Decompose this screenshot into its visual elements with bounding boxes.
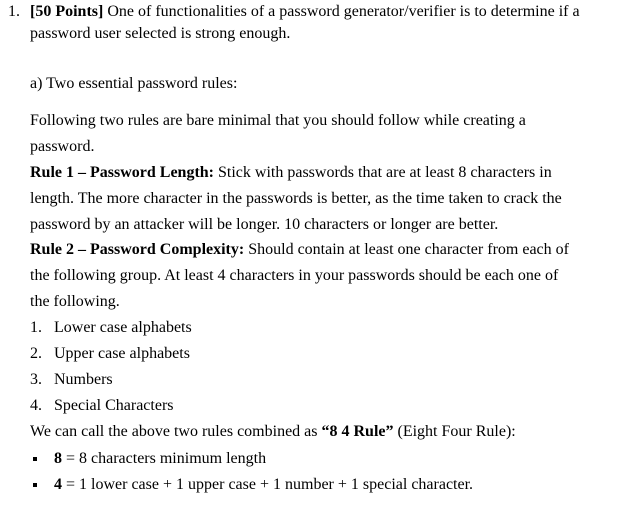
bullet-1-text: = 8 characters minimum length [62, 450, 267, 467]
rule1-label: Rule 1 – Password Length: [30, 164, 215, 181]
rule1-line-2: length. The more character in the passwords is better, as the time taken to crack the [30, 190, 562, 207]
part-a-heading: a) Two essential password rules: [30, 75, 238, 92]
list-item-3-number: 3. [30, 371, 42, 388]
list-item-2: Upper case alphabets [54, 345, 190, 362]
bullet-2 [54, 475, 473, 495]
rule1-line-3: password by an attacker will be longer. 10 characters or longer are better. [30, 216, 499, 233]
question-line-2: password user selected is strong enough. [30, 25, 291, 42]
bullet-1 [54, 449, 266, 469]
combined-rule-post: (Eight Four Rule): [393, 423, 516, 440]
bullet-1-key: 8 [54, 450, 62, 467]
rule2-text-1: Should contain at least one character from each of [248, 241, 569, 258]
question-text-1: One of functionalities of a password generator/verifier is to determine if a [107, 3, 580, 20]
intro-line-2: password. [30, 138, 95, 155]
intro-line-1: Following two rules are bare minimal that you should follow while creating a [30, 112, 526, 129]
rule2-label: Rule 2 – Password Complexity: [30, 241, 245, 258]
combined-rule-line [30, 422, 516, 442]
bullet-1-marker [33, 457, 37, 461]
question-number: 1. [8, 3, 20, 20]
list-item-1-number: 1. [30, 319, 42, 336]
combined-rule-pre: We can call the above two rules combined as [30, 423, 322, 440]
bullet-2-marker [33, 483, 37, 487]
question-line-1 [30, 2, 580, 22]
rule2-line-1 [30, 240, 569, 260]
list-item-1: Lower case alphabets [54, 319, 192, 336]
rule2-line-3: the following. [30, 293, 120, 310]
list-item-3: Numbers [54, 371, 113, 388]
combined-rule-name: “8 4 Rule” [321, 423, 394, 440]
bullet-2-key: 4 [54, 476, 62, 493]
bullet-2-text: = 1 lower case + 1 upper case + 1 number + 1 special character. [62, 476, 474, 493]
rule2-line-2: the following group. At least 4 characters in your passwords should be each one of [30, 267, 559, 284]
list-item-2-number: 2. [30, 345, 42, 362]
rule1-text-1: Stick with passwords that are at least 8 characters in [218, 164, 552, 181]
rule1-line-1 [30, 163, 552, 183]
list-item-4: Special Characters [54, 397, 174, 414]
question-points: [50 Points] [30, 3, 104, 20]
list-item-4-number: 4. [30, 397, 42, 414]
